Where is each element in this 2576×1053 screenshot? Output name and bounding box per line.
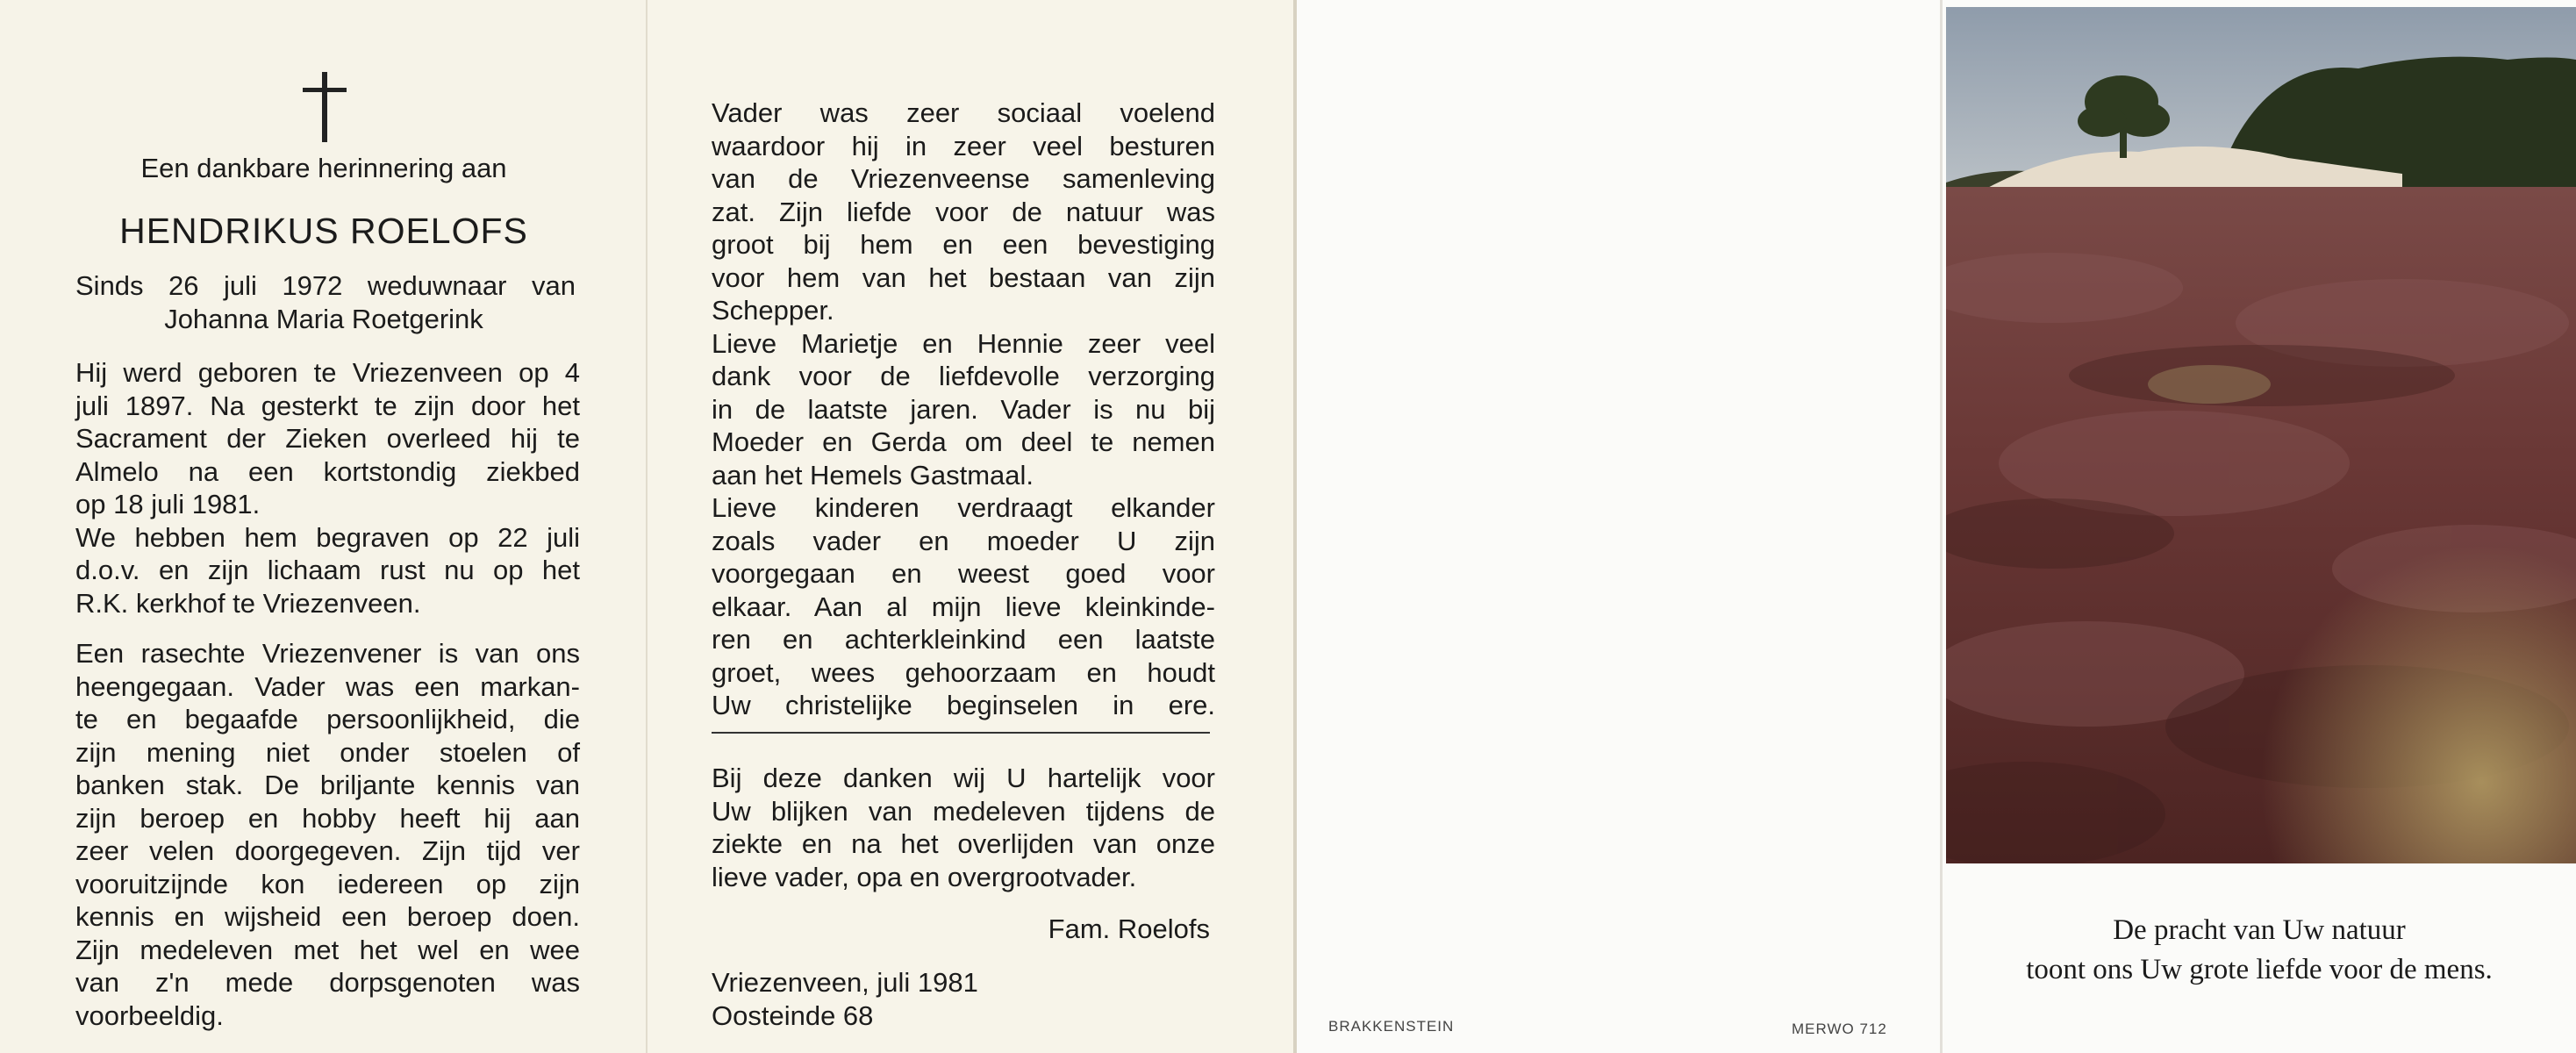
- text-line: d.o.v. en zijn lichaam rust nu op het: [75, 555, 580, 585]
- text-line: Uw christelijke beginselen in ere.: [712, 690, 1215, 720]
- birth-death-paragraph: [75, 356, 580, 620]
- text-line: zoals vader en moeder U zijn: [712, 525, 1215, 556]
- text-line: zat. Zijn liefde voor de natuur was: [712, 196, 1215, 227]
- text-line: Zijn medeleven met het wel en wee: [75, 934, 580, 965]
- cross-icon: [322, 72, 327, 142]
- text-line: Lieve kinderen verdraagt elkander: [712, 492, 1215, 523]
- divider-line: [712, 732, 1210, 734]
- intro-text: Een dankbare herinnering aan: [140, 153, 507, 183]
- since-word: weduwnaar: [367, 270, 507, 301]
- text-line: R.K. kerkhof te Vriezenveen.: [75, 587, 421, 619]
- since-word: Sinds: [75, 270, 144, 301]
- since-word: juli: [224, 270, 257, 301]
- printer-name: BRAKKENSTEIN: [1328, 1018, 1455, 1035]
- text-line: banken stak. De briljante kennis van: [75, 770, 580, 800]
- since-word: 26: [168, 270, 199, 301]
- text-line: voor hem van het bestaan van zijn: [712, 261, 1215, 293]
- text-line: zijn beroep en hobby heeft hij aan: [75, 802, 580, 834]
- text-line: ziekte en na het overlijden van onze: [712, 828, 1215, 859]
- heathland-photo: [1946, 7, 2576, 863]
- text-line: dank voor de liefdevolle verzorging: [712, 361, 1215, 391]
- address: Oosteinde 68: [712, 1000, 874, 1031]
- text-line: Hij werd geboren te Vriezenveen op 4: [75, 357, 580, 388]
- text-line: van z'n mede dorpsgenoten was: [75, 967, 580, 998]
- card-code: MERWO 712: [1792, 1021, 1887, 1037]
- cover-caption-line1: De pracht van Uw natuur: [2113, 914, 2406, 946]
- text-line: zeer velen doorgegeven. Zijn tijd ver: [75, 835, 580, 866]
- text-line: waardoor hij in zeer veel besturen: [712, 130, 1215, 161]
- since-word: van: [531, 270, 576, 301]
- text-line: vooruitzijnde kon iedereen op zijn: [75, 868, 580, 899]
- text-line: Schepper.: [712, 295, 834, 326]
- text-line: voorgegaan en weest goed voor: [712, 558, 1215, 589]
- cover-caption-line2: toont ons Uw grote liefde voor de mens.: [2026, 954, 2493, 985]
- text-line: groot bij hem en een bevestiging: [712, 229, 1215, 260]
- tribute-paragraph: [75, 637, 580, 1032]
- text-line: voorbeeldig.: [75, 999, 224, 1031]
- text-line: zijn mening niet onder stoelen of: [75, 736, 580, 768]
- place-address: [712, 966, 978, 1033]
- since-word: 1972: [282, 270, 343, 301]
- text-line: in de laatste jaren. Vader is nu bij: [712, 393, 1215, 425]
- card-back-panel: [1297, 0, 1943, 1053]
- family-signature: Fam. Roelofs: [1048, 913, 1210, 944]
- text-line: kennis en wijsheid een beroep doen.: [75, 901, 580, 932]
- text-line: Almelo na een kortstondig ziekbed: [75, 455, 580, 487]
- text-line: Vader was zeer sociaal voelend: [712, 97, 1215, 128]
- text-line: lieve vader, opa en overgrootvader.: [712, 861, 1137, 892]
- since-line: [75, 270, 576, 302]
- deceased-name: HENDRIKUS ROELOFS: [119, 211, 528, 251]
- text-line: Bij deze danken wij U hartelijk voor: [712, 763, 1215, 793]
- text-line: ren en achterkleinkind een laatste: [712, 624, 1215, 655]
- text-line: groet, wees gehoorzaam en houdt: [712, 656, 1215, 688]
- text-line: Lieve Marietje en Hennie zeer veel: [712, 327, 1215, 359]
- thanks-paragraph: [712, 762, 1215, 893]
- spouse-name: Johanna Maria Roetgerink: [164, 304, 483, 334]
- text-line: aan het Hemels Gastmaal.: [712, 459, 1034, 491]
- text-line: Moeder en Gerda om deel te nemen: [712, 426, 1215, 457]
- text-line: We hebben hem begraven op 22 juli: [75, 521, 580, 553]
- text-line: juli 1897. Na gesterkt te zijn door het: [75, 390, 580, 421]
- text-line: elkaar. Aan al mijn lieve kleinkinde-: [712, 591, 1215, 622]
- text-line: Sacrament der Zieken overleed hij te: [75, 423, 580, 454]
- text-line: te en begaafde persoonlijkheid, die: [75, 704, 580, 734]
- place-date: Vriezenveen, juli 1981: [712, 967, 978, 998]
- text-line: Uw blijken van medeleven tijdens de: [712, 795, 1215, 827]
- text-line: Een rasechte Vriezenvener is van ons: [75, 638, 580, 669]
- text-line: op 18 juli 1981.: [75, 489, 261, 519]
- social-paragraph: [712, 97, 1215, 722]
- text-line: van de Vriezenveense samenleving: [712, 163, 1215, 194]
- text-line: heengegaan. Vader was een markan-: [75, 670, 580, 702]
